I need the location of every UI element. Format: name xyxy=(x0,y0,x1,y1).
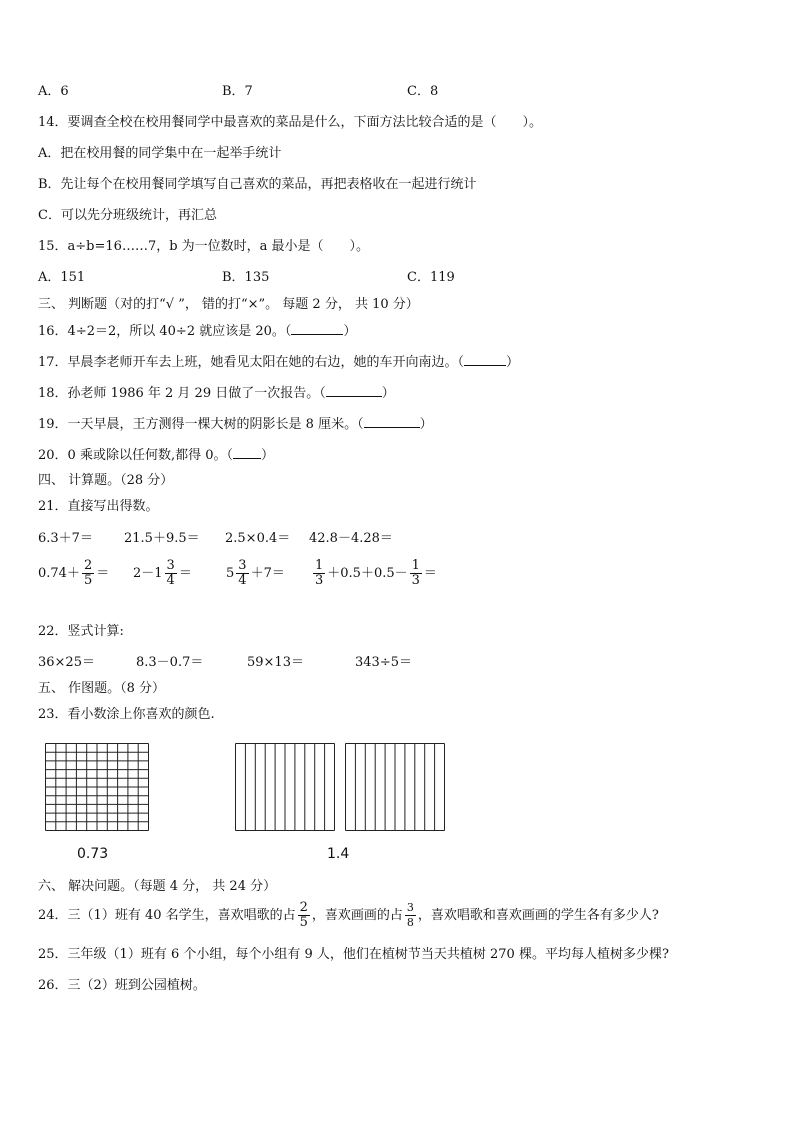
q24-text: ，喜欢唱歌和喜欢画画的学生各有多少人? xyxy=(417,908,659,923)
numerator: 1 xyxy=(411,558,420,573)
q25-stem: 25．三年级（1）班有 6 个小组，每个小组有 9 人，他们在植树节当天共植树 270 棵。平均每人植树多少棵? xyxy=(38,947,669,962)
q21-stem: 21．直接写出得数。 xyxy=(38,499,159,514)
calc-item: 2.5×0.4＝ xyxy=(225,531,291,546)
judge-item-19 xyxy=(38,415,433,434)
q13-option-c: C．8 xyxy=(407,84,439,99)
judge-item-text: 18．孙老师 1986 年 2 月 29 日做了一次报告。（ xyxy=(38,386,326,401)
numerator: 2 xyxy=(299,900,308,915)
denominator: 3 xyxy=(315,573,324,588)
q14-option-c: C．可以先分班级统计，再汇总 xyxy=(38,208,217,223)
judge-item-text: 16．4÷2＝2，所以 40÷2 就应该是 20。（ xyxy=(38,324,292,339)
calc-fraction-item-a xyxy=(38,556,109,592)
tenths-strip-figure-1[interactable] xyxy=(235,743,335,831)
fraction xyxy=(236,559,248,588)
judge-item-end: ） xyxy=(506,355,520,370)
q15-stem: 15．a÷b=16……7，b 为一位数时，a 最小是（ ）。 xyxy=(38,239,370,254)
section-4-heading: 四、 计算题。（28 分） xyxy=(38,473,174,488)
q14-option-a: A．把在校用餐的同学集中在一起举手统计 xyxy=(38,146,282,161)
q22-stem: 22．竖式计算: xyxy=(38,624,124,639)
q13-option-b: B．7 xyxy=(222,84,253,99)
calc-text: ＝ xyxy=(423,566,437,581)
numerator: 1 xyxy=(315,558,324,573)
q24-text: 24．三（1）班有 40 名学生，喜欢唱歌的占 xyxy=(38,908,296,923)
calc-item: 36×25＝ xyxy=(38,655,95,670)
judge-item-end: ） xyxy=(419,417,433,432)
q15-option-b: B．135 xyxy=(222,270,270,285)
calc-fraction-item-d xyxy=(311,556,437,592)
judge-item-text: 19．一天早晨，王方测得一棵大树的阴影长是 8 厘米。（ xyxy=(38,417,364,432)
judge-item-end: ） xyxy=(343,324,357,339)
fraction xyxy=(82,559,94,588)
answer-blank[interactable] xyxy=(326,384,382,397)
calc-fraction-item-c xyxy=(226,556,285,592)
q15-option-a: A．151 xyxy=(38,270,86,285)
numerator: 2 xyxy=(83,558,93,573)
fraction xyxy=(165,559,177,588)
hundred-grid-figure[interactable] xyxy=(45,743,149,831)
denominator: 4 xyxy=(166,573,175,588)
q14-stem: 14．要调查全校在校用餐同学中最喜欢的菜品是什么，下面方法比较合适的是（ ）。 xyxy=(38,115,543,130)
numerator: 3 xyxy=(166,558,175,573)
figure-label-0-73: 0.73 xyxy=(77,846,109,862)
calc-item: 8.3－0.7＝ xyxy=(136,655,204,670)
calc-text: ＋0.5＋0.5－ xyxy=(327,566,408,581)
answer-blank[interactable] xyxy=(364,415,420,428)
calc-item: 59×13＝ xyxy=(247,655,304,670)
calc-item: 21.5＋9.5＝ xyxy=(124,531,200,546)
fraction xyxy=(298,901,310,930)
section-5-heading: 五、 作图题。（8 分） xyxy=(38,681,166,696)
calc-item: 6.3＋7＝ xyxy=(38,531,93,546)
calc-text: ＋7＝ xyxy=(250,566,285,581)
fraction xyxy=(313,559,325,588)
numerator: 3 xyxy=(238,558,247,573)
fraction xyxy=(410,559,422,588)
answer-blank[interactable] xyxy=(233,446,261,459)
calc-text: ＝ xyxy=(178,566,192,581)
judge-item-text: 20．0 乘或除以任何数,都得 0。（ xyxy=(38,448,233,463)
q26-stem: 26．三（2）班到公园植树。 xyxy=(38,978,206,993)
judge-item-17 xyxy=(38,353,519,372)
calc-text: 5 xyxy=(226,566,235,581)
denominator: 8 xyxy=(406,916,414,929)
section-6-heading: 六、 解决问题。（每题 4 分， 共 24 分） xyxy=(38,879,277,894)
denominator: 5 xyxy=(299,915,308,930)
calc-item: 343÷5＝ xyxy=(355,655,412,670)
fraction xyxy=(405,901,416,930)
q15-option-c: C．119 xyxy=(407,270,455,285)
judge-item-text: 17．早晨李老师开车去上班，她看见太阳在她的右边，她的车开向南边。（ xyxy=(38,355,465,370)
numerator: 3 xyxy=(406,901,414,914)
figure-label-1-4: 1.4 xyxy=(327,846,350,862)
judge-item-18 xyxy=(38,384,395,403)
calc-item: 42.8－4.28＝ xyxy=(309,531,393,546)
answer-blank[interactable] xyxy=(464,353,506,366)
calc-fraction-item-b xyxy=(133,556,192,592)
q24-text: ，喜欢画画的占 xyxy=(311,908,403,923)
section-3-heading: 三、 判断题（对的打“√ ”， 错的打“×”。 每题 2 分， 共 10 分） xyxy=(38,297,419,312)
q24-stem xyxy=(38,898,659,934)
q14-option-b: B．先让每个在校用餐同学填写自己喜欢的菜品，再把表格收在一起进行统计 xyxy=(38,177,477,192)
answer-blank[interactable] xyxy=(291,322,343,335)
tenths-strip-figure-2[interactable] xyxy=(345,743,445,831)
q23-stem: 23．看小数涂上你喜欢的颜色. xyxy=(38,707,215,722)
denominator: 5 xyxy=(83,573,93,588)
calc-text: ＝ xyxy=(96,566,110,581)
judge-item-end: ） xyxy=(260,448,274,463)
q13-option-a: A．6 xyxy=(38,84,69,99)
judge-item-end: ） xyxy=(381,386,395,401)
denominator: 4 xyxy=(238,573,247,588)
calc-text: 0.74＋ xyxy=(38,566,80,581)
denominator: 3 xyxy=(411,573,420,588)
judge-item-20 xyxy=(38,446,274,465)
judge-item-16 xyxy=(38,322,356,341)
calc-text: 2－1 xyxy=(133,566,163,581)
